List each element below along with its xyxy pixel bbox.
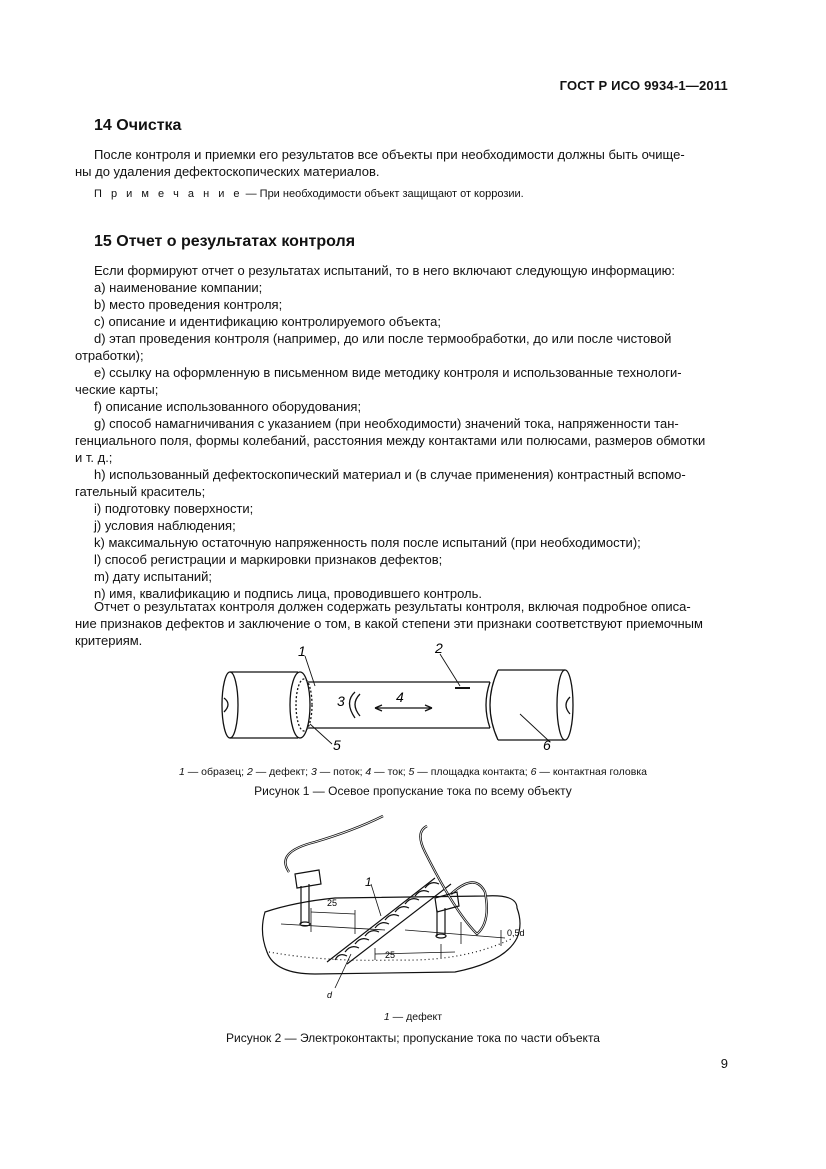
- fig2-legend-num: 1: [383, 1011, 390, 1023]
- fig2-dim-25-a: 25: [327, 898, 338, 908]
- legend-1-num: 1: [179, 766, 185, 778]
- note-text: — При необходимости объект защищают от коррозии.: [242, 188, 524, 200]
- closing-line3: критериям.: [75, 633, 143, 648]
- fig2-dim-25-b: 25: [385, 950, 396, 960]
- standard-header: ГОСТ Р ИСО 9934-1—2011: [559, 78, 728, 93]
- fig2-dim-half-d: 0,5d: [507, 928, 525, 938]
- legend-4-num: 4: [365, 766, 372, 778]
- report-item-line: e) ссылку на оформленную в письменном виде методику контроля и использованные технологи-: [94, 365, 682, 380]
- figure-1-drawing: [220, 642, 580, 760]
- fig1-label-4: 4: [396, 689, 404, 705]
- fig2-label-1: 1: [365, 875, 372, 889]
- fig1-label-6: 6: [543, 737, 551, 753]
- report-item-line: h) использованный дефектоскопический материал и (в случае применения) контрастный вспомо-: [94, 467, 686, 482]
- section-14-title: 14 Очистка: [94, 117, 182, 134]
- page-number: 9: [720, 1056, 728, 1071]
- section-15-title: 15 Отчет о результатах контроля: [94, 233, 356, 250]
- report-item-line: ческие карты;: [75, 382, 159, 397]
- legend-5-text: — площадка контакта;: [414, 766, 531, 778]
- section-14-para-line1: После контроля и приемки его результатов все объекты при необходимости должны быть очище-: [94, 147, 685, 162]
- legend-3-text: — поток;: [316, 766, 366, 778]
- report-item-line: j) условия наблюдения;: [94, 518, 236, 533]
- report-item-line: m) дату испытаний;: [94, 569, 213, 584]
- report-item-line: i) подготовку поверхности;: [94, 501, 254, 516]
- figure-2-legend: [0, 1011, 826, 1023]
- fig2-legend-text: — дефект: [389, 1011, 443, 1023]
- fig1-label-3: 3: [337, 693, 345, 709]
- report-item-line: f) описание использованного оборудования;: [94, 399, 362, 414]
- report-item-line: c) описание и идентификацию контролируемого объекта;: [94, 314, 441, 329]
- legend-2-num: 2: [246, 766, 253, 778]
- figure-2-caption: Рисунок 2 — Электроконтакты; пропускание тока по части объекта: [226, 1031, 600, 1045]
- section-14-para-line2: ны до удаления дефектоскопических материалов.: [75, 164, 380, 179]
- closing-line2: ние признаков дефектов и заключение о том, в какой степени эти признаки соответствуют приемочным: [75, 616, 703, 631]
- note-label: П р и м е ч а н и е: [94, 188, 243, 200]
- report-item-line: b) место проведения контроля;: [94, 297, 283, 312]
- fig1-label-5: 5: [333, 737, 341, 753]
- report-item-line: гательный краситель;: [75, 484, 206, 499]
- report-item-line: генциального поля, формы колебаний, расстояния между контактами или полюсами, размеров обмотки: [75, 433, 706, 448]
- fig2-dim-d: d: [327, 990, 333, 1000]
- report-item-line: l) способ регистрации и маркировки признаков дефектов;: [94, 552, 443, 567]
- report-item-line: g) способ намагничивания с указанием (при необходимости) значений тока, напряженности тан-: [94, 416, 679, 431]
- legend-6-num: 6: [530, 766, 537, 778]
- closing-line1: Отчет о результатах контроля должен содержать результаты контроля, включая подробное описа-: [94, 599, 691, 614]
- figure-1-caption: Рисунок 1 — Осевое пропускание тока по всему объекту: [254, 784, 572, 798]
- report-item-line: d) этап проведения контроля (например, до или после термообработки, до или после чистовой: [94, 331, 672, 346]
- report-item-line: n) имя, квалификацию и подпись лица, проводившего контроль.: [94, 586, 483, 601]
- report-item-line: a) наименование компании;: [94, 280, 263, 295]
- report-item-line: и т. д.;: [75, 450, 113, 465]
- legend-2-text: — дефект;: [252, 766, 311, 778]
- section-15-intro: Если формируют отчет о результатах испытаний, то в него включают следующую информацию:: [94, 263, 675, 278]
- report-item-line: отработки);: [75, 348, 144, 363]
- legend-5-num: 5: [408, 766, 415, 778]
- legend-3-num: 3: [310, 766, 317, 778]
- figure-2-drawing: [255, 812, 545, 1008]
- report-item-line: k) максимальную остаточную напряженность поля после испытаний (при необходимости);: [94, 535, 641, 550]
- figure-1-legend: [0, 766, 826, 778]
- legend-6-text: — контактная головка: [536, 766, 647, 778]
- legend-1-text: — образец;: [184, 766, 247, 778]
- section-14-note: [94, 188, 524, 200]
- fig1-label-2: 2: [435, 642, 443, 656]
- fig1-label-1: 1: [298, 643, 306, 659]
- legend-4-text: — ток;: [371, 766, 409, 778]
